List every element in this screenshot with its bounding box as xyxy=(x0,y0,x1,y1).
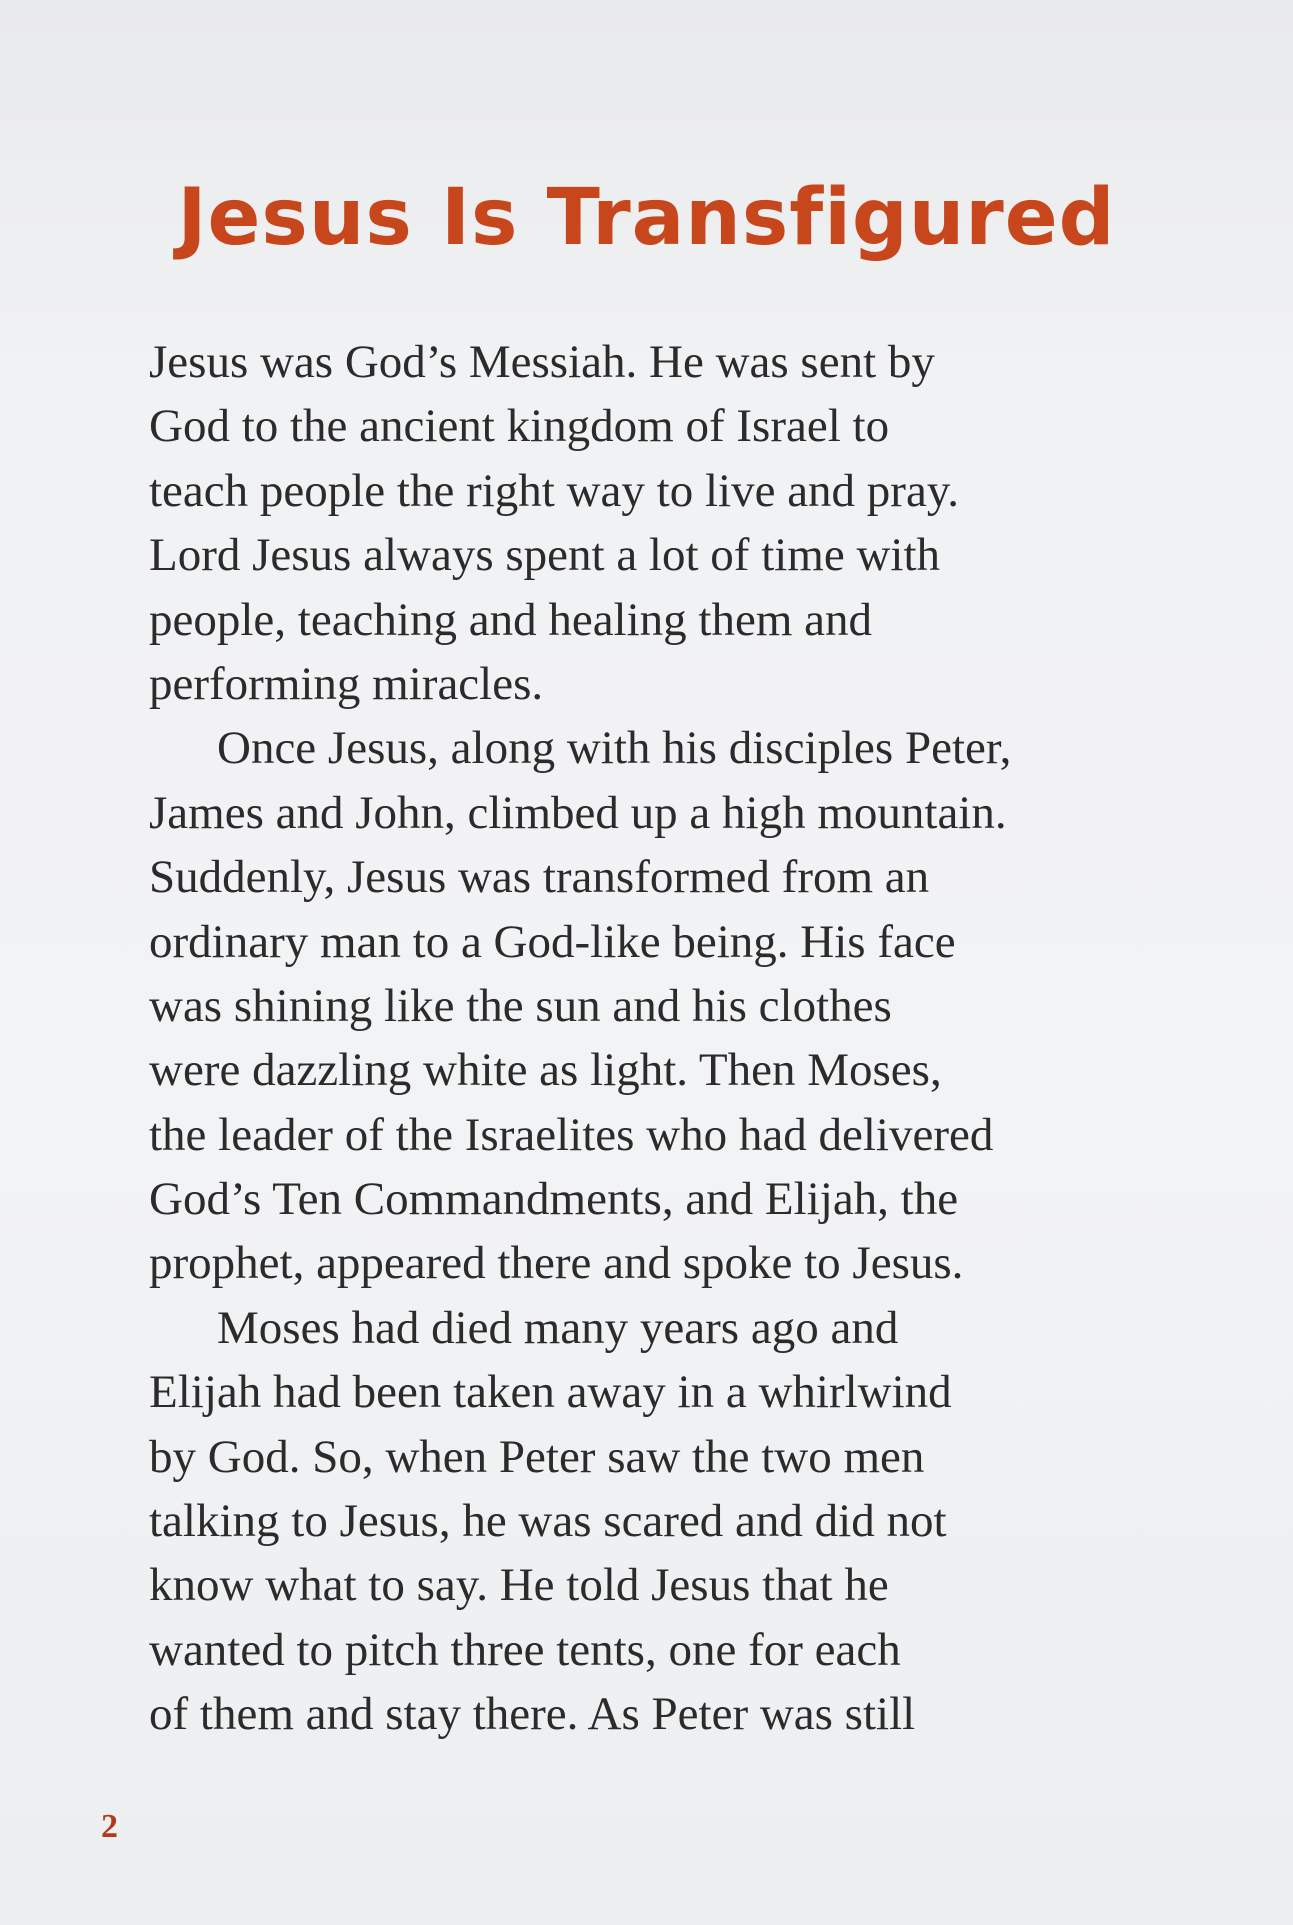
story-body xyxy=(149,330,1149,1747)
text-line: the leader of the Israelites who had delivered xyxy=(149,1108,994,1161)
text-line: Lord Jesus always spent a lot of time with xyxy=(149,529,941,582)
text-line: ordinary man to a God-like being. His face xyxy=(149,915,956,968)
text-line: wanted to pitch three tents, one for each xyxy=(149,1623,901,1676)
text-line: God’s Ten Commandments, and Elijah, the xyxy=(149,1173,959,1226)
text-line: talking to Jesus, he was scared and did not xyxy=(149,1495,947,1548)
text-line: Once Jesus, along with his disciples Peter, xyxy=(217,722,1012,775)
text-line: people, teaching and healing them and xyxy=(149,593,873,646)
text-line: Jesus was God’s Messiah. He was sent by xyxy=(149,336,935,388)
text-line: of them and stay there. As Peter was still xyxy=(149,1688,916,1741)
page-title: Jesus Is Transfigured xyxy=(177,173,1116,263)
text-line: God to the ancient kingdom of Israel to xyxy=(149,400,890,453)
text-line: were dazzling white as light. Then Moses, xyxy=(149,1044,942,1097)
text-line: Suddenly, Jesus was transformed from an xyxy=(149,851,930,904)
page-number: 2 xyxy=(101,1808,118,1845)
text-line: prophet, appeared there and spoke to Jesus. xyxy=(149,1237,964,1290)
text-line: by God. So, when Peter saw the two men xyxy=(149,1430,925,1483)
text-line: James and John, climbed up a high mountain. xyxy=(149,786,1007,839)
paragraph xyxy=(149,1296,1149,1747)
text-line: was shining like the sun and his clothes xyxy=(149,979,892,1032)
paragraph xyxy=(149,716,1149,1296)
paragraph xyxy=(149,330,1149,716)
text-line: Elijah had been taken away in a whirlwind xyxy=(149,1366,952,1419)
text-line: teach people the right way to live and pray. xyxy=(149,464,960,517)
text-line: know what to say. He told Jesus that he xyxy=(149,1559,889,1612)
text-line: performing miracles. xyxy=(149,657,544,710)
text-line: Moses had died many years ago and xyxy=(217,1301,899,1354)
